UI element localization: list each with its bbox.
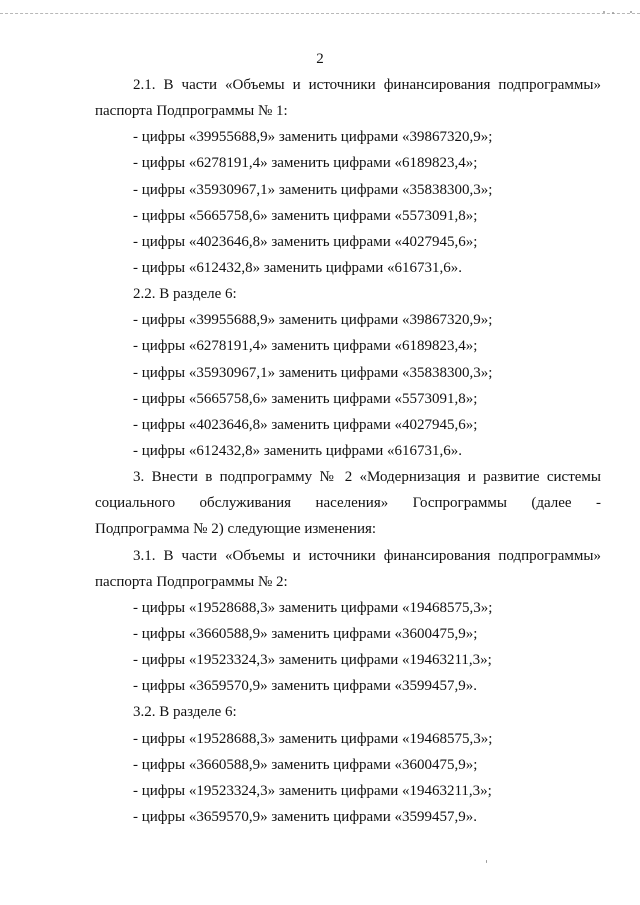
list-item: - цифры «5665758,6» заменить цифрами «5573091,8»; <box>133 207 478 224</box>
list-item: - цифры «612432,8» заменить цифрами «616731,6». <box>133 442 462 459</box>
list-item: - цифры «5665758,6» заменить цифрами «5573091,8»; <box>133 390 478 407</box>
list-item: - цифры «6278191,4» заменить цифрами «6189823,4»; <box>133 338 478 355</box>
list-item: - цифры «6278191,4» заменить цифрами «6189823,4»; <box>133 155 478 172</box>
list-item: - цифры «39955688,9» заменить цифрами «39867320,9»; <box>133 312 493 329</box>
scan-speck <box>612 12 614 14</box>
list-item: - цифры «35930967,1» заменить цифрами «35838300,3»; <box>133 364 493 381</box>
paragraph-line: паспорта Подпрограммы № 2: <box>95 573 288 590</box>
page-number: 2 <box>316 51 324 67</box>
list-item: - цифры «3659570,9» заменить цифрами «3599457,9». <box>133 678 477 695</box>
list-item: - цифры «612432,8» заменить цифрами «616731,6». <box>133 259 462 276</box>
list-item: - цифры «4023646,8» заменить цифрами «4027945,6»; <box>133 233 478 250</box>
list-item: - цифры «3659570,9» заменить цифрами «3599457,9». <box>133 808 477 825</box>
list-item: - цифры «19523324,3» заменить цифрами «19463211,3»; <box>133 652 492 669</box>
scan-speck <box>486 860 487 863</box>
list-item: - цифры «4023646,8» заменить цифрами «4027945,6»; <box>133 416 478 433</box>
list-item: - цифры «3660588,9» заменить цифрами «3600475,9»; <box>133 756 478 773</box>
paragraph-line: Подпрограмма № 2) следующие изменения: <box>95 521 377 538</box>
list-item: - цифры «19523324,3» заменить цифрами «19463211,3»; <box>133 782 492 799</box>
list-item: - цифры «39955688,9» заменить цифрами «39867320,9»; <box>133 129 493 146</box>
list-item: - цифры «19528688,3» заменить цифрами «19468575,3»; <box>133 599 493 616</box>
paragraph-line: 3.1. В части «Объемы и источники финансирования подпрограммы» <box>133 547 601 564</box>
paragraph-line: паспорта Подпрограммы № 1: <box>95 103 288 120</box>
list-item: - цифры «3660588,9» заменить цифрами «3600475,9»; <box>133 625 478 642</box>
document-body <box>95 72 601 830</box>
list-item: - цифры «19528688,3» заменить цифрами «19468575,3»; <box>133 730 493 747</box>
section-heading: 3.2. В разделе 6: <box>133 704 237 721</box>
list-item: - цифры «35930967,1» заменить цифрами «35838300,3»; <box>133 181 493 198</box>
scan-speck <box>603 11 605 13</box>
paragraph-line: социального обслуживания населения» Госпрограммы (далее - <box>95 495 601 512</box>
paragraph-line: 3. Внести в подпрограмму № 2 «Модернизация и развитие системы <box>133 469 601 486</box>
section-heading: 2.2. В разделе 6: <box>133 286 237 303</box>
paragraph-line: 2.1. В части «Объемы и источники финансирования подпрограммы» <box>133 77 601 93</box>
scan-speck <box>630 11 632 13</box>
scan-top-edge <box>0 13 640 14</box>
